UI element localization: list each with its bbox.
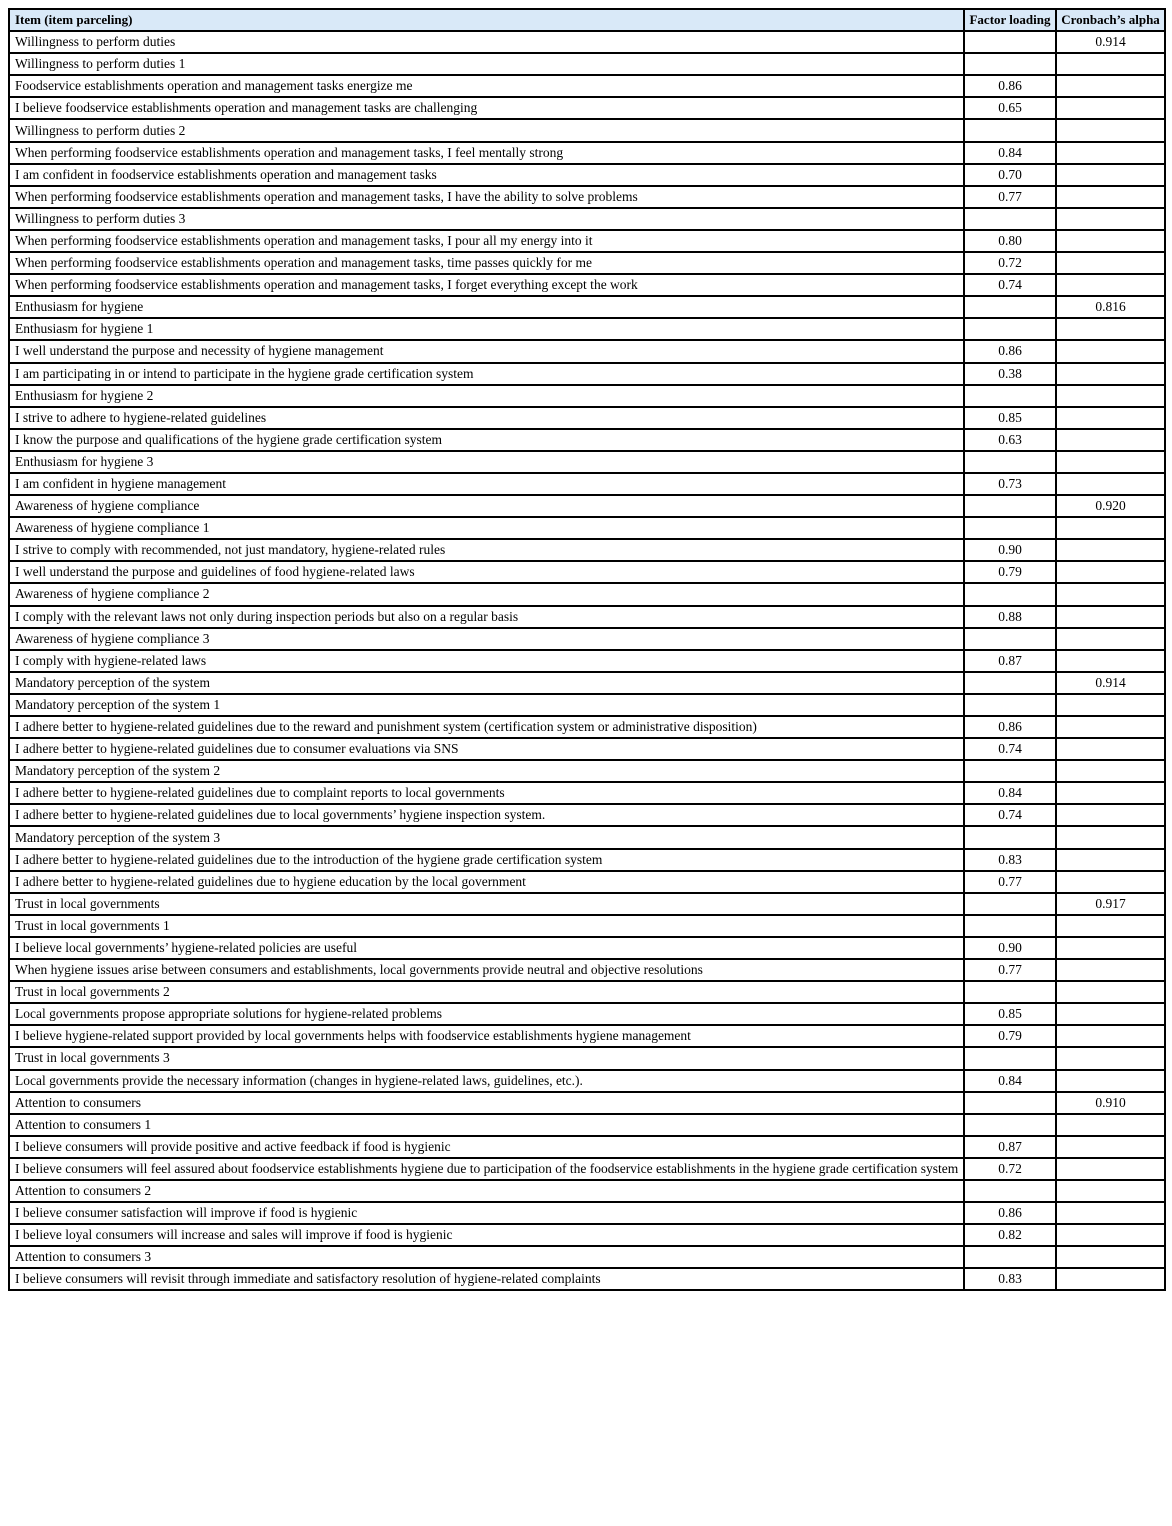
factor-loading-cell: 0.74 — [964, 738, 1056, 760]
factor-loading-cell — [964, 451, 1056, 473]
table-row — [9, 75, 1165, 97]
cronbachs-alpha-cell — [1056, 1070, 1165, 1092]
item-cell: When performing foodservice establishments operation and management tasks, I have the ability to solve problems — [9, 186, 964, 208]
table-row — [9, 915, 1165, 937]
factor-loading-cell — [964, 495, 1056, 517]
cronbachs-alpha-cell — [1056, 915, 1165, 937]
item-cell: I comply with hygiene-related laws — [9, 650, 964, 672]
factor-loading-cell: 0.77 — [964, 186, 1056, 208]
table-row — [9, 650, 1165, 672]
table-row — [9, 385, 1165, 407]
table-row — [9, 782, 1165, 804]
item-cell: Attention to consumers 1 — [9, 1114, 964, 1136]
table-body — [9, 31, 1165, 1290]
table-row — [9, 186, 1165, 208]
cronbachs-alpha-cell — [1056, 164, 1165, 186]
cronbachs-alpha-cell — [1056, 782, 1165, 804]
table-row — [9, 826, 1165, 848]
factor-loading-cell — [964, 31, 1056, 53]
cronbachs-alpha-cell — [1056, 959, 1165, 981]
table-row — [9, 97, 1165, 119]
item-cell: Foodservice establishments operation and management tasks energize me — [9, 75, 964, 97]
factor-loading-cell — [964, 583, 1056, 605]
item-cell: Attention to consumers 2 — [9, 1180, 964, 1202]
table-row — [9, 738, 1165, 760]
table-row — [9, 53, 1165, 75]
item-cell: Trust in local governments 2 — [9, 981, 964, 1003]
table-row — [9, 1136, 1165, 1158]
factor-loading-cell — [964, 119, 1056, 141]
factor-loading-cell: 0.73 — [964, 473, 1056, 495]
factor-loading-cell: 0.86 — [964, 340, 1056, 362]
item-cell: Enthusiasm for hygiene 1 — [9, 318, 964, 340]
table-row — [9, 142, 1165, 164]
item-cell: Mandatory perception of the system 2 — [9, 760, 964, 782]
cronbachs-alpha-cell — [1056, 849, 1165, 871]
header-row — [9, 9, 1165, 31]
factor-loading-cell: 0.83 — [964, 849, 1056, 871]
factor-loading-cell: 0.65 — [964, 97, 1056, 119]
factor-loading-cell — [964, 53, 1056, 75]
cronbachs-alpha-cell — [1056, 186, 1165, 208]
table-row — [9, 871, 1165, 893]
table-row — [9, 1202, 1165, 1224]
cronbachs-alpha-cell — [1056, 451, 1165, 473]
cronbachs-alpha-cell — [1056, 1047, 1165, 1069]
table-row — [9, 164, 1165, 186]
factor-loading-cell: 0.72 — [964, 252, 1056, 274]
factor-loading-cell: 0.84 — [964, 1070, 1056, 1092]
item-cell: Awareness of hygiene compliance — [9, 495, 964, 517]
cronbachs-alpha-cell — [1056, 804, 1165, 826]
factor-loading-cell — [964, 1047, 1056, 1069]
column-header-item: Item (item parceling) — [9, 9, 964, 31]
factor-loading-cell — [964, 694, 1056, 716]
cronbachs-alpha-cell — [1056, 1025, 1165, 1047]
factor-loading-cell: 0.86 — [964, 75, 1056, 97]
factor-loading-cell — [964, 385, 1056, 407]
table-row — [9, 208, 1165, 230]
item-cell: Enthusiasm for hygiene — [9, 296, 964, 318]
item-cell: Trust in local governments — [9, 893, 964, 915]
table-row — [9, 31, 1165, 53]
table-row — [9, 274, 1165, 296]
item-cell: Attention to consumers — [9, 1092, 964, 1114]
item-cell: I strive to comply with recommended, not just mandatory, hygiene-related rules — [9, 539, 964, 561]
table-row — [9, 1224, 1165, 1246]
cronbachs-alpha-cell — [1056, 628, 1165, 650]
item-cell: I well understand the purpose and guidelines of food hygiene-related laws — [9, 561, 964, 583]
table-row — [9, 407, 1165, 429]
table-row — [9, 1047, 1165, 1069]
factor-loading-cell: 0.74 — [964, 804, 1056, 826]
cronbachs-alpha-cell — [1056, 1003, 1165, 1025]
cronbachs-alpha-cell — [1056, 1224, 1165, 1246]
factor-loading-cell — [964, 915, 1056, 937]
factor-loading-cell — [964, 628, 1056, 650]
cronbachs-alpha-cell — [1056, 826, 1165, 848]
cronbachs-alpha-cell — [1056, 407, 1165, 429]
factor-loading-cell — [964, 517, 1056, 539]
table-row — [9, 561, 1165, 583]
item-cell: Local governments propose appropriate solutions for hygiene-related problems — [9, 1003, 964, 1025]
table-row — [9, 1246, 1165, 1268]
item-cell: I believe foodservice establishments operation and management tasks are challenging — [9, 97, 964, 119]
factor-loading-cell — [964, 760, 1056, 782]
cronbachs-alpha-cell — [1056, 208, 1165, 230]
factor-loading-cell: 0.77 — [964, 871, 1056, 893]
factor-loading-cell — [964, 1180, 1056, 1202]
item-cell: I believe consumer satisfaction will improve if food is hygienic — [9, 1202, 964, 1224]
factor-loading-cell: 0.77 — [964, 959, 1056, 981]
table-row — [9, 363, 1165, 385]
item-cell: Willingness to perform duties 1 — [9, 53, 964, 75]
cronbachs-alpha-cell — [1056, 473, 1165, 495]
table-row — [9, 318, 1165, 340]
cronbachs-alpha-cell: 0.914 — [1056, 31, 1165, 53]
cronbachs-alpha-cell — [1056, 1268, 1165, 1290]
cronbachs-alpha-cell — [1056, 650, 1165, 672]
item-cell: I adhere better to hygiene-related guidelines due to the reward and punishment system (certification system or administrative disposition) — [9, 716, 964, 738]
table-row — [9, 340, 1165, 362]
table-row — [9, 1158, 1165, 1180]
factor-loading-cell: 0.72 — [964, 1158, 1056, 1180]
item-cell: Willingness to perform duties — [9, 31, 964, 53]
factor-loading-cell: 0.86 — [964, 1202, 1056, 1224]
item-cell: I know the purpose and qualifications of the hygiene grade certification system — [9, 429, 964, 451]
cronbachs-alpha-cell — [1056, 561, 1165, 583]
table-row — [9, 119, 1165, 141]
table-row — [9, 1025, 1165, 1047]
cronbachs-alpha-cell — [1056, 981, 1165, 1003]
factor-loading-cell: 0.84 — [964, 142, 1056, 164]
item-cell: Trust in local governments 1 — [9, 915, 964, 937]
cronbachs-alpha-cell — [1056, 1114, 1165, 1136]
factor-loading-cell: 0.85 — [964, 1003, 1056, 1025]
item-cell: I believe local governments’ hygiene-related policies are useful — [9, 937, 964, 959]
cronbachs-alpha-cell — [1056, 517, 1165, 539]
cronbachs-alpha-cell — [1056, 738, 1165, 760]
item-cell: When performing foodservice establishments operation and management tasks, I forget everything except the work — [9, 274, 964, 296]
item-cell: I am confident in foodservice establishments operation and management tasks — [9, 164, 964, 186]
item-cell: Willingness to perform duties 3 — [9, 208, 964, 230]
cronbachs-alpha-cell — [1056, 694, 1165, 716]
factor-loading-cell: 0.79 — [964, 1025, 1056, 1047]
table-row — [9, 517, 1165, 539]
table-row — [9, 451, 1165, 473]
item-cell: When performing foodservice establishments operation and management tasks, I pour all my energy into it — [9, 230, 964, 252]
item-cell: Trust in local governments 3 — [9, 1047, 964, 1069]
factor-loading-cell — [964, 1114, 1056, 1136]
factor-loading-cell: 0.70 — [964, 164, 1056, 186]
cronbachs-alpha-cell: 0.816 — [1056, 296, 1165, 318]
item-cell: I believe consumers will revisit through immediate and satisfactory resolution of hygiene-related complaints — [9, 1268, 964, 1290]
item-cell: I believe consumers will provide positive and active feedback if food is hygienic — [9, 1136, 964, 1158]
cronbachs-alpha-cell — [1056, 429, 1165, 451]
factor-loading-cell — [964, 672, 1056, 694]
column-header-factor-loading: Factor loading — [964, 9, 1056, 31]
measurement-table — [8, 8, 1166, 1291]
cronbachs-alpha-cell — [1056, 318, 1165, 340]
cronbachs-alpha-cell — [1056, 230, 1165, 252]
item-cell: I well understand the purpose and necessity of hygiene management — [9, 340, 964, 362]
item-cell: I am participating in or intend to participate in the hygiene grade certification system — [9, 363, 964, 385]
cronbachs-alpha-cell — [1056, 760, 1165, 782]
cronbachs-alpha-cell — [1056, 53, 1165, 75]
factor-loading-cell: 0.82 — [964, 1224, 1056, 1246]
factor-loading-cell: 0.79 — [964, 561, 1056, 583]
table-row — [9, 1003, 1165, 1025]
table-row — [9, 1092, 1165, 1114]
factor-loading-cell — [964, 1246, 1056, 1268]
cronbachs-alpha-cell — [1056, 119, 1165, 141]
item-cell: I adhere better to hygiene-related guidelines due to the introduction of the hygiene grade certification system — [9, 849, 964, 871]
table-row — [9, 937, 1165, 959]
table-row — [9, 694, 1165, 716]
table-row — [9, 1268, 1165, 1290]
item-cell: When performing foodservice establishments operation and management tasks, I feel mentally strong — [9, 142, 964, 164]
factor-loading-cell: 0.88 — [964, 606, 1056, 628]
cronbachs-alpha-cell — [1056, 716, 1165, 738]
item-cell: When hygiene issues arise between consumers and establishments, local governments provide neutral and objective resolutions — [9, 959, 964, 981]
item-cell: Mandatory perception of the system 1 — [9, 694, 964, 716]
item-cell: Mandatory perception of the system 3 — [9, 826, 964, 848]
table-header — [9, 9, 1165, 31]
factor-loading-cell: 0.90 — [964, 539, 1056, 561]
factor-loading-cell — [964, 981, 1056, 1003]
item-cell: Local governments provide the necessary information (changes in hygiene-related laws, guidelines, etc.). — [9, 1070, 964, 1092]
table-row — [9, 473, 1165, 495]
cronbachs-alpha-cell: 0.920 — [1056, 495, 1165, 517]
item-cell: Enthusiasm for hygiene 3 — [9, 451, 964, 473]
item-cell: I comply with the relevant laws not only during inspection periods but also on a regular basis — [9, 606, 964, 628]
table-row — [9, 1070, 1165, 1092]
cronbachs-alpha-cell — [1056, 142, 1165, 164]
item-cell: Mandatory perception of the system — [9, 672, 964, 694]
item-cell: Attention to consumers 3 — [9, 1246, 964, 1268]
item-cell: I believe consumers will feel assured about foodservice establishments hygiene due to participation of the foodservice establishments in the hygiene grade certification system — [9, 1158, 964, 1180]
factor-loading-cell — [964, 208, 1056, 230]
item-cell: Enthusiasm for hygiene 2 — [9, 385, 964, 407]
table-row — [9, 981, 1165, 1003]
factor-loading-cell: 0.83 — [964, 1268, 1056, 1290]
cronbachs-alpha-cell — [1056, 1158, 1165, 1180]
cronbachs-alpha-cell — [1056, 606, 1165, 628]
cronbachs-alpha-cell: 0.910 — [1056, 1092, 1165, 1114]
cronbachs-alpha-cell — [1056, 75, 1165, 97]
cronbachs-alpha-cell — [1056, 1180, 1165, 1202]
table-row — [9, 760, 1165, 782]
table-row — [9, 495, 1165, 517]
column-header-cronbachs-alpha: Cronbach’s alpha — [1056, 9, 1165, 31]
table-row — [9, 628, 1165, 650]
item-cell: Awareness of hygiene compliance 1 — [9, 517, 964, 539]
factor-loading-cell: 0.74 — [964, 274, 1056, 296]
table-row — [9, 230, 1165, 252]
table-row — [9, 849, 1165, 871]
item-cell: I strive to adhere to hygiene-related guidelines — [9, 407, 964, 429]
factor-loading-cell: 0.38 — [964, 363, 1056, 385]
cronbachs-alpha-cell — [1056, 340, 1165, 362]
item-cell: When performing foodservice establishments operation and management tasks, time passes quickly for me — [9, 252, 964, 274]
cronbachs-alpha-cell: 0.914 — [1056, 672, 1165, 694]
cronbachs-alpha-cell — [1056, 1202, 1165, 1224]
item-cell: I adhere better to hygiene-related guidelines due to local governments’ hygiene inspection system. — [9, 804, 964, 826]
table-row — [9, 1114, 1165, 1136]
table-row — [9, 539, 1165, 561]
item-cell: I adhere better to hygiene-related guidelines due to consumer evaluations via SNS — [9, 738, 964, 760]
table-row — [9, 959, 1165, 981]
table-row — [9, 804, 1165, 826]
table-row — [9, 429, 1165, 451]
cronbachs-alpha-cell: 0.917 — [1056, 893, 1165, 915]
cronbachs-alpha-cell — [1056, 937, 1165, 959]
item-cell: I am confident in hygiene management — [9, 473, 964, 495]
factor-loading-cell: 0.63 — [964, 429, 1056, 451]
cronbachs-alpha-cell — [1056, 97, 1165, 119]
cronbachs-alpha-cell — [1056, 539, 1165, 561]
factor-loading-cell — [964, 893, 1056, 915]
table-row — [9, 716, 1165, 738]
factor-loading-cell: 0.86 — [964, 716, 1056, 738]
table-row — [9, 252, 1165, 274]
factor-loading-cell — [964, 826, 1056, 848]
item-cell: Awareness of hygiene compliance 2 — [9, 583, 964, 605]
table-row — [9, 606, 1165, 628]
item-cell: I adhere better to hygiene-related guidelines due to complaint reports to local governments — [9, 782, 964, 804]
factor-loading-cell — [964, 1092, 1056, 1114]
factor-loading-cell — [964, 296, 1056, 318]
factor-loading-cell: 0.87 — [964, 650, 1056, 672]
cronbachs-alpha-cell — [1056, 363, 1165, 385]
cronbachs-alpha-cell — [1056, 385, 1165, 407]
table-row — [9, 893, 1165, 915]
cronbachs-alpha-cell — [1056, 1246, 1165, 1268]
table-row — [9, 296, 1165, 318]
item-cell: I believe loyal consumers will increase and sales will improve if food is hygienic — [9, 1224, 964, 1246]
cronbachs-alpha-cell — [1056, 252, 1165, 274]
item-cell: Awareness of hygiene compliance 3 — [9, 628, 964, 650]
factor-loading-cell — [964, 318, 1056, 340]
table-row — [9, 583, 1165, 605]
cronbachs-alpha-cell — [1056, 274, 1165, 296]
item-cell: Willingness to perform duties 2 — [9, 119, 964, 141]
item-cell: I believe hygiene-related support provided by local governments helps with foodservice establishments hygiene management — [9, 1025, 964, 1047]
cronbachs-alpha-cell — [1056, 583, 1165, 605]
factor-loading-cell: 0.87 — [964, 1136, 1056, 1158]
item-cell: I adhere better to hygiene-related guidelines due to hygiene education by the local government — [9, 871, 964, 893]
factor-loading-cell: 0.84 — [964, 782, 1056, 804]
factor-loading-cell: 0.85 — [964, 407, 1056, 429]
cronbachs-alpha-cell — [1056, 871, 1165, 893]
cronbachs-alpha-cell — [1056, 1136, 1165, 1158]
factor-loading-cell: 0.80 — [964, 230, 1056, 252]
table-row — [9, 1180, 1165, 1202]
table-row — [9, 672, 1165, 694]
factor-loading-cell: 0.90 — [964, 937, 1056, 959]
